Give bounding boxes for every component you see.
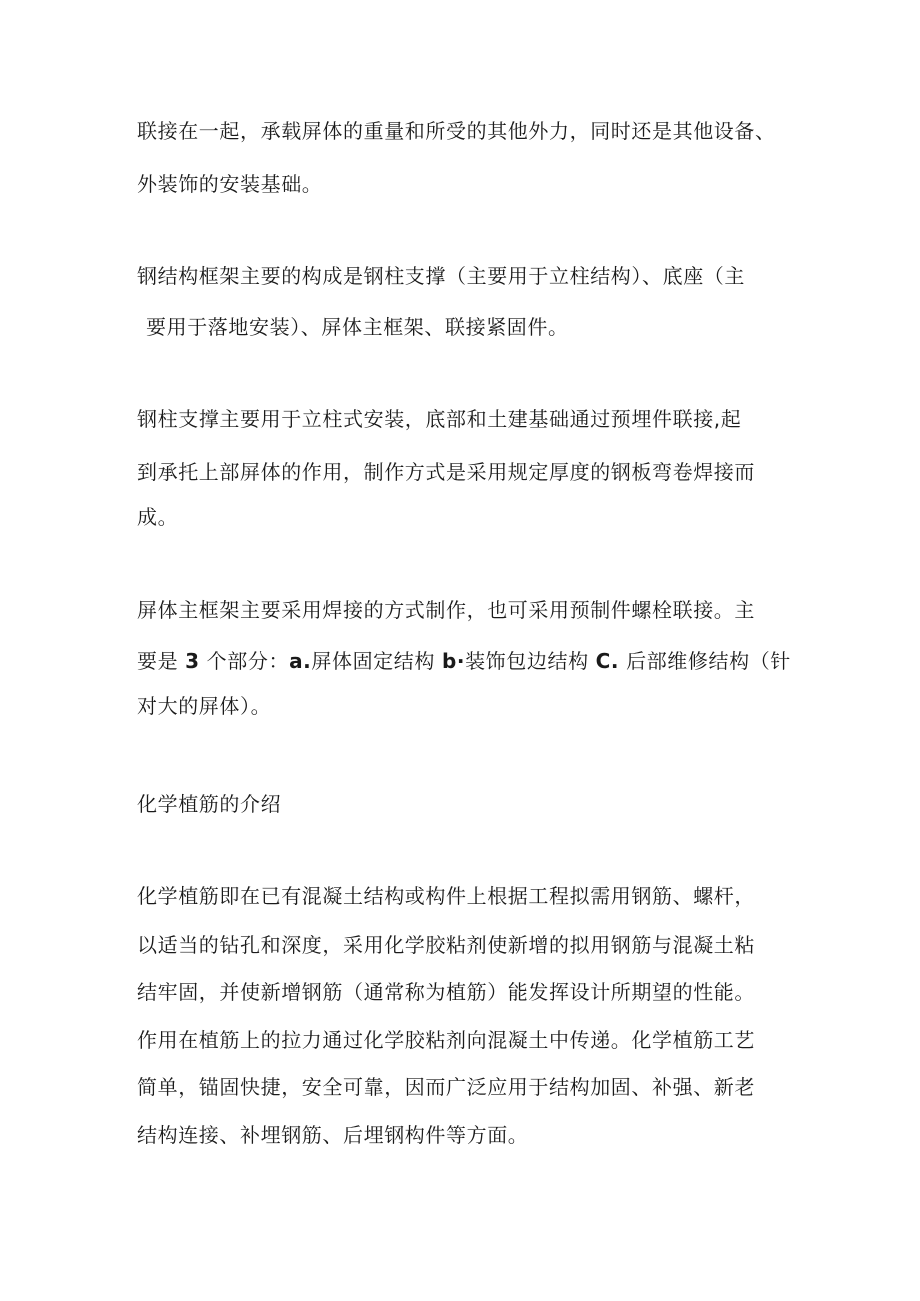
text-line: 简单，锚固快捷，安全可靠，因而广泛应用于结构加固、补强、新老 — [137, 1075, 755, 1099]
text-line: 结牢固，并使新增钢筋（通常称为植筋）能发挥设计所期望的性能。 — [137, 980, 755, 1004]
text-line: 外装饰的安装基础。 — [137, 172, 323, 196]
text-segment: 后部维修结构（针 — [626, 649, 791, 673]
text-segment: 个部分： — [206, 649, 290, 673]
text-line: 钢柱支撑主要用于立柱式安装，底部和土建基础通过预埋件联接,起 — [137, 407, 742, 431]
text-segment: 要是 — [137, 649, 179, 673]
text-segment: 装饰包边结构 — [465, 649, 589, 673]
text-line: 到承托上部屏体的作用，制作方式是采用规定厚度的钢板弯卷焊接而 — [137, 460, 755, 484]
text-line: 化学植筋即在已有混凝土结构或构件上根据工程拟需用钢筋、螺杆， — [137, 884, 755, 908]
list-marker: C. — [595, 649, 620, 673]
text-line: 要用于落地安装）、屏体主框架、联接紧固件。 — [146, 315, 569, 339]
text-line: 钢结构框架主要的构成是钢柱支撑（主要用于立柱结构）、底座（主 — [137, 264, 745, 288]
text-line: 结构连接、补埋钢筋、后埋钢构件等方面。 — [137, 1123, 529, 1147]
text-line: 联接在一起，承载屏体的重量和所受的其他外力，同时还是其他设备、 — [137, 119, 776, 143]
text-segment: 屏体固定结构 — [311, 649, 435, 673]
list-marker: a. — [289, 649, 312, 673]
text-line: 屏体主框架主要采用焊接的方式制作，也可采用预制件螺栓联接。主 — [137, 598, 755, 622]
number-segment: 3 — [185, 649, 200, 673]
section-heading: 化学植筋的介绍 — [137, 792, 282, 816]
text-line: 成。 — [137, 505, 179, 529]
text-line-mixed — [137, 647, 791, 675]
list-marker: b· — [441, 649, 466, 673]
text-line: 对大的屏体）。 — [137, 694, 272, 718]
text-line: 作用在植筋上的拉力通过化学胶粘剂向混凝土中传递。化学植筋工艺 — [137, 1028, 755, 1052]
text-line: 以适当的钻孔和深度，采用化学胶粘剂使新增的拟用钢筋与混凝土粘 — [137, 933, 755, 957]
